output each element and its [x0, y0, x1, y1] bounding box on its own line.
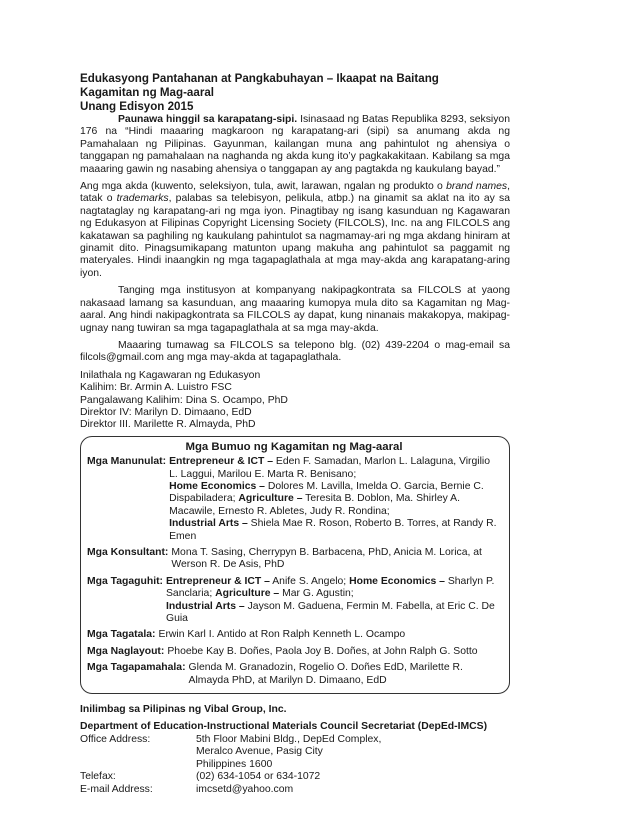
- writers-agri: Teresita B. Doblon, Ma. Shirley A. Macawile, Ernesto R. Abletes, Judy R. Rondina;: [169, 493, 460, 517]
- illus-he: Sharlyn P. Sanclaria;: [166, 575, 495, 600]
- email-label: E-mail Address:: [80, 783, 153, 795]
- writers-he-label: Home Economics –: [169, 480, 265, 492]
- writers-row: [87, 456, 501, 543]
- telefax-row: [80, 771, 510, 783]
- book-title: Edukasyong Pantahanan at Pangkabuhayan – Ikaapat na Baitang: [80, 72, 439, 85]
- layout-artists-row: [87, 646, 501, 658]
- layout-artists-label: Mga Naglayout:: [87, 645, 165, 657]
- notice-text: Isinasaad ng Batas Republika 8293, seksiyon 176 na “Hindi maaaring magkaroon ng karapatang-ari (sipi) sa anumang akda ng Pamahalaan ng Pilipinas. Gayunman, kailangan muna ang pahintulot ng ahensiya o tanggapan ng pamahalaan na naghanda ng akda kung ito’y pagkakakitaan. Kabilang sa mga maaaring gawin ng nasabing ahensiya o tanggapan ay ang pagtakda ng kaukulang bayad.”: [80, 114, 510, 175]
- email-value[interactable]: imcsetd@yahoo.com: [196, 783, 294, 795]
- edition: Unang Edisyon 2015: [80, 100, 194, 113]
- layout-artists-value: Phoebe Kay B. Doñes, Paola Joy B. Doñes, at John Ralph G. Sotto: [167, 645, 478, 657]
- filcols-paragraph: Tanging mga institusyon at kompanyang nakipagkontrata sa FILCOLS at yaong nakasaad lamang sa kasunduan, ang maaaring kumopya mula dito sa Kagamitan ng Mag-aaral. Ang hindi nakipagkontrata sa FILCOLS ay dapat, kung ninanais makakopya, makipag-ugnay nang tuwiran sa mga tagapaglathala at sa mga may-akda.: [80, 285, 510, 334]
- illustrators-label: Mga Tagaguhit:: [87, 575, 163, 587]
- illus-he-label: Home Economics –: [349, 575, 445, 587]
- writers-agri-label: Agriculture –: [238, 493, 303, 505]
- writers-ia-label: Industrial Arts –: [169, 518, 248, 530]
- illus-ict: Anife S. Angelo;: [269, 575, 350, 587]
- officials-list: [80, 370, 510, 432]
- illustrators-value: [166, 576, 501, 626]
- copyright-page: [80, 72, 510, 796]
- rights-text-b: , tatak o: [80, 181, 510, 205]
- illus-agri-label: Agriculture –: [215, 588, 280, 600]
- director-iii-line: Direktor III. Marilette R. Almayda, PhD: [80, 419, 256, 431]
- illus-ict-label: Entrepreneur & ICT –: [166, 575, 270, 587]
- secretary-line: Kalihim: Br. Armin A. Luistro FSC: [80, 382, 232, 394]
- office-address-row: [80, 734, 510, 771]
- book-subtitle: Kagamitan ng Mag-aaral: [80, 86, 215, 99]
- copyright-notice: [80, 114, 510, 176]
- telefax-value: (02) 634-1054 or 634-1072: [196, 771, 321, 783]
- credits-title: Mga Bumuo ng Kagamitan ng Mag-aaral: [185, 440, 403, 453]
- publisher-line: Inilathala ng Kagawaran ng Edukasyon: [80, 369, 261, 381]
- trademarks-term: trademarks: [116, 193, 169, 205]
- writers-ict-label: Entrepreneur & ICT –: [169, 456, 274, 468]
- office-address-line-3: Philippines 1600: [196, 758, 273, 770]
- consultants-label: Mga Konsultant:: [87, 547, 169, 558]
- undersecretary-line: Pangalawang Kalihim: Dina S. Ocampo, PhD: [80, 394, 288, 406]
- encoders-row: [87, 629, 501, 641]
- writers-he: Dolores M. Lavilla, Imelda O. Garcia, Bernie C. Dispabiladera;: [169, 480, 484, 505]
- rights-text-a: Ang mga akda (kuwento, seleksiyon, tula, awit, larawan, ngalan ng produkto o: [80, 181, 447, 193]
- telefax-label: Telefax:: [80, 771, 116, 783]
- illus-ia: Jayson M. Gaduena, Fermin M. Fabella, at Eric C. De Guia: [166, 600, 495, 625]
- encoders-label: Mga Tagatala:: [87, 629, 156, 641]
- rights-text-c: , palabas sa telebisyon, pelikula, atbp.) na ginamit sa aklat na ito ay sa nagtataglay ng karapatang-ari ng mga iyon. Pinagtibay ng isang kasunduan ng Kagawaran ng Edukasyon at Filipinas Copyright Licensing Society (FILCOLS), Inc. na ang FILCOLS ang kakatawan sa paghiling ng kaukulang pahintulot sa nagmamay-ari ng mga akdang hiniram at ginamit dito. Pinagsumikapang matunton upang makuha ang pahintulot sa paggamit ng materyales. Hindi inaangkin ng mga tagapaglathala at mga may-akda ang karapatang-aring iyon.: [80, 193, 510, 279]
- managers-value: Glenda M. Granadozin, Rogelio O. Doñes EdD, Marilette R. Almayda PhD, at Marilyn D. Dimaano, EdD: [188, 662, 463, 686]
- illus-agri: Mar G. Agustin;: [279, 588, 354, 600]
- writers-ict: Eden F. Samadan, Marlon L. Lalaguna, Virgilio L. Laggui, Marilou E. Marta R. Benisano;: [169, 456, 491, 480]
- notice-heading: Paunawa hinggil sa karapatang-sipi.: [118, 114, 298, 125]
- department-line: Department of Education-Instructional Materials Council Secretariat (DepEd-IMCS): [80, 721, 488, 733]
- brand-names-term: brand names: [446, 181, 508, 193]
- director-iv-line: Direktor IV: Marilyn D. Dimaano, EdD: [80, 406, 252, 418]
- contact-paragraph: Maaaring tumawag sa FILCOLS sa telepono blg. (02) 439-2204 o mag-email sa filcols@gmail.com ang mga may-akda at tagapaglathala.: [80, 339, 510, 364]
- managers-row: [87, 662, 501, 687]
- consultants-row: [87, 547, 501, 572]
- office-address-line-1: 5th Floor Mabini Bldg., DepEd Complex,: [196, 733, 382, 745]
- office-address-line-2: Meralco Avenue, Pasig City: [196, 746, 323, 758]
- rights-paragraph: [80, 181, 510, 280]
- illus-ia-label: Industrial Arts –: [166, 600, 245, 612]
- printer-line: Inilimbag sa Pilipinas ng Vibal Group, Inc.: [80, 704, 287, 716]
- credits-box: [80, 436, 510, 694]
- encoders-value: Erwin Karl I. Antido at Ron Ralph Kenneth L. Ocampo: [158, 629, 406, 641]
- office-address-label: Office Address:: [80, 733, 151, 745]
- writers-label: Mga Manunulat:: [87, 456, 167, 468]
- illustrators-row: [87, 576, 501, 626]
- managers-label: Mga Tagapamahala:: [87, 662, 186, 674]
- consultants-value: Mona T. Sasing, Cherrypyn B. Barbacena, PhD, Anicia M. Lorica, at Werson R. De Asis, PhD: [171, 547, 482, 571]
- email-row: [80, 784, 510, 796]
- writers-value: [169, 456, 501, 543]
- office-address-value: [196, 734, 381, 771]
- writers-ia: Shiela Mae R. Roson, Roberto B. Torres, at Randy R. Emen: [169, 518, 497, 542]
